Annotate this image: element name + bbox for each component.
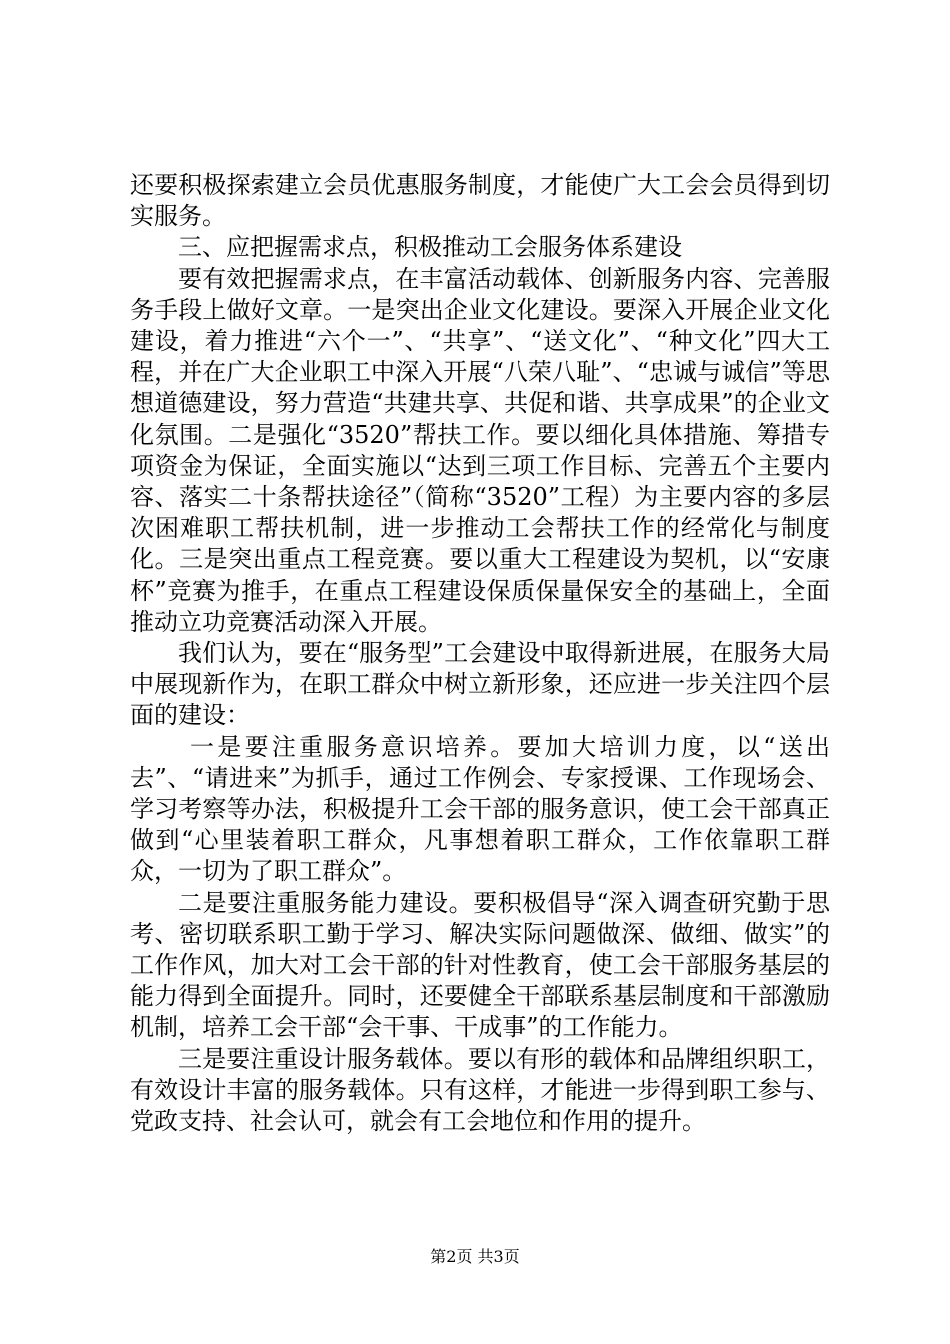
paragraph-service-system: 要有效把握需求点，在丰富活动载体、创新服务内容、完善服务手段上做好文章。一是突出企业文化建设。要深入开展企业文化建设，着力推进“六个一”、“共享”、“送文化”、“种文化”四大工程，并在广大企业职工中深入开展“八荣八耻”、“忠诚与诚信”等思想道德建设，努力营造“共建共享、共促和谐、共享成果”的企业文化氛围。二是强化“3520”帮扶工作。要以细化具体措施、筹措专项资金为保证，全面实施以“达到三项工作目标、完善五个主要内容、落实二十条帮扶途径”（简称“3520”工程）为主要内容的多层次困难职工帮扶机制，进一步推动工会帮扶工作的经常化与制度化。三是突出重点工程竞赛。要以重大工程建设为契机，以“安康杯”竞赛为推手，在重点工程建设保质保量保安全的基础上，全面推动立功竞赛活动深入开展。	[130, 264, 830, 636]
paragraph-four-levels: 我们认为，要在“服务型”工会建设中取得新进展，在服务大局中展现新作为，在职工群众中树立新形象，还应进一步关注四个层面的建设：	[130, 639, 830, 730]
paragraph-service-carrier: 三是要注重设计服务载体。要以有形的载体和品牌组织职工，有效设计丰富的服务载体。只有这样，才能进一步得到职工参与、党政支持、社会认可，就会有工会地位和作用的提升。	[130, 1044, 830, 1136]
section-heading: 三、应把握需求点，积极推动工会服务体系建设	[178, 233, 682, 262]
document-body	[130, 170, 830, 1137]
paragraph-service-awareness: 一是要注重服务意识培养。要加大培训力度，以“送出去”、“请进来”为抓手，通过工作例会、专家授课、工作现场会、学习考察等办法，积极提升工会干部的服务意识，使工会干部真正做到“心里装着职工群众，凡事想着职工群众，工作依靠职工群众，一切为了职工群众”。	[130, 732, 830, 886]
page-footer: 第2页 共3页	[430, 1247, 520, 1266]
paragraph-continuation: 还要积极探索建立会员优惠服务制度，才能使广大工会会员得到切实服务。	[130, 171, 830, 231]
paragraph-service-capability: 二是要注重服务能力建设。要积极倡导“深入调查研究勤于思考、密切联系职工勤于学习、解决实际问题做深、做细、做实”的工作作风，加大对工会干部的针对性教育，使工会干部服务基层的能力得到全面提升。同时，还要健全干部联系基层制度和干部激励机制，培养工会干部“会干事、干成事”的工作能力。	[130, 888, 830, 1042]
